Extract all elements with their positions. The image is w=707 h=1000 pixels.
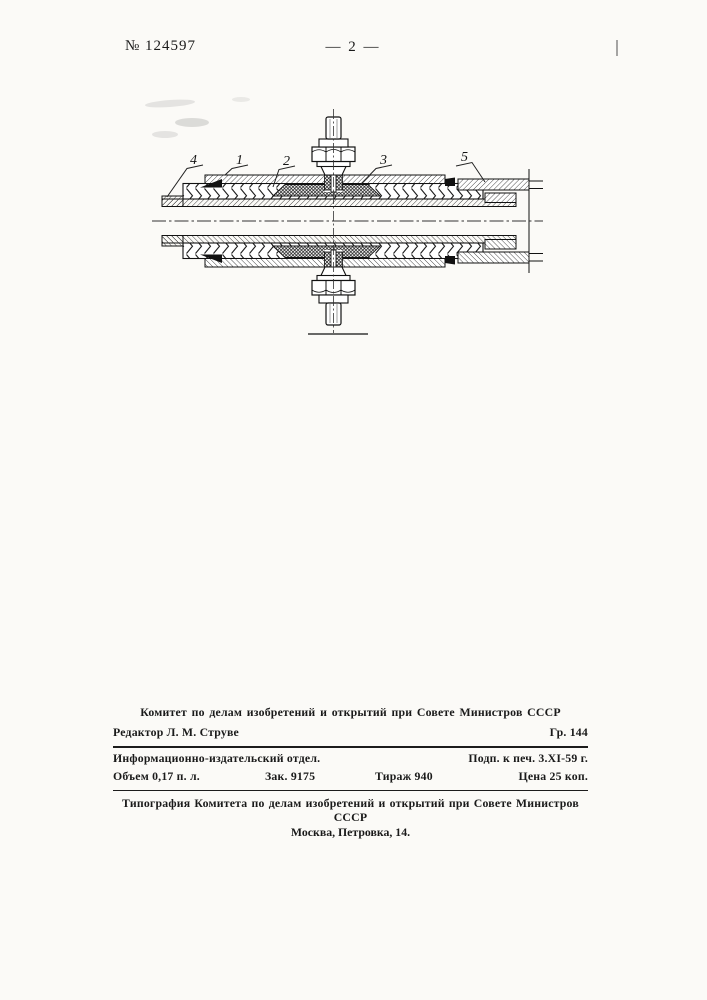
printer-address: Москва, Петровка, 14. bbox=[290, 825, 411, 839]
circulation-info: Тираж 940 bbox=[375, 769, 433, 783]
patent-number: № 124597 bbox=[125, 38, 197, 54]
publishing-department: Информационно-издательский отдел. bbox=[113, 751, 321, 765]
imprint-footer bbox=[113, 705, 588, 839]
signed-to-print-date: Подп. к печ. 3.XI-59 г. bbox=[468, 751, 588, 765]
volume-info: Объем 0,17 п. л. bbox=[113, 769, 200, 783]
callout-1: 1 bbox=[236, 153, 243, 168]
coupling-top-half bbox=[162, 117, 543, 207]
patent-figure bbox=[140, 95, 580, 355]
callout-5: 5 bbox=[461, 150, 468, 165]
footer-rule-bottom bbox=[113, 790, 588, 791]
callout-4: 4 bbox=[190, 153, 197, 168]
footer-rule-top bbox=[113, 746, 588, 748]
page-number: — 2 — bbox=[325, 39, 381, 55]
coupling-bottom-half bbox=[162, 236, 543, 326]
printer-line: Типография Комитета по делам изобретений и открытий при Совете Министров СССР bbox=[122, 796, 579, 824]
group-number: Гр. 144 bbox=[549, 725, 588, 739]
order-number: Зак. 9175 bbox=[265, 769, 316, 783]
committee-line: Комитет по делам изобретений и открытий при Совете Министров СССР bbox=[140, 705, 561, 719]
callout-3: 3 bbox=[380, 153, 387, 168]
callout-2: 2 bbox=[283, 154, 290, 169]
paper-smudge bbox=[616, 40, 618, 56]
price-info: Цена 25 коп. bbox=[518, 769, 588, 783]
editor-credit: Редактор Л. М. Струве bbox=[113, 725, 239, 739]
